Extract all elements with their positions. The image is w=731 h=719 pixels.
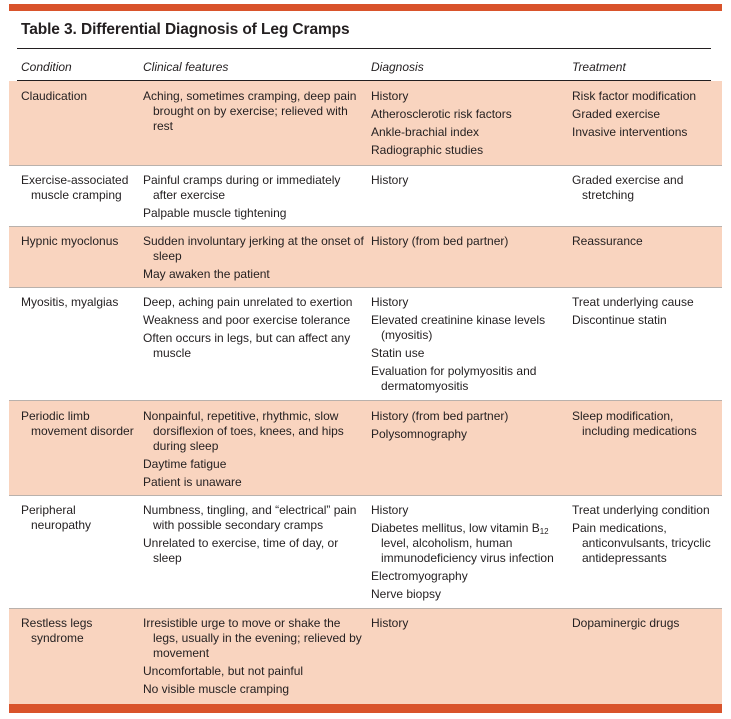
diagnosis-cell: History (from bed partner) Polysomnography	[371, 409, 509, 441]
condition-cell: Myositis, myalgias	[21, 295, 119, 309]
condition-cell: Periodic limb movement disorder	[21, 409, 134, 438]
top-accent-bar	[9, 4, 722, 11]
clinical-features-cell: Painful cramps during or immediately after exercise Palpable muscle tightening	[143, 173, 341, 220]
condition-cell: Claudication	[21, 89, 88, 103]
table-row	[9, 401, 722, 495]
table-row	[9, 609, 722, 704]
diagnosis-cell: History Atherosclerotic risk factors Ankle-brachial index Radiographic studies	[371, 89, 512, 157]
treatment-cell: Risk factor modification Graded exercise Invasive interventions	[572, 89, 697, 139]
treatment-cell: Dopaminergic drugs	[572, 616, 680, 630]
header-condition: Condition	[21, 60, 72, 74]
condition-cell: Restless legs syndrome	[21, 616, 93, 645]
bottom-accent-bar	[9, 704, 722, 713]
condition-cell: Hypnic myoclonus	[21, 234, 119, 248]
title-divider	[17, 48, 711, 49]
diagnosis-cell: History	[371, 616, 409, 630]
clinical-features-cell: Deep, aching pain unrelated to exertion Weakness and poor exercise tolerance Often occurs in legs, but can affect any muscle	[143, 295, 353, 360]
clinical-features-cell: Numbness, tingling, and “electrical” pain with possible secondary cramps Unrelated to exercise, time of day, or sleep	[143, 503, 357, 565]
table-row	[9, 288, 722, 400]
condition-cell: Peripheral neuropathy	[21, 503, 92, 532]
header-clinical-features: Clinical features	[143, 60, 229, 74]
treatment-cell: Treat underlying condition Pain medications, anticonvulsants, tricyclic antidepressants	[572, 503, 711, 565]
header-diagnosis: Diagnosis	[371, 60, 424, 74]
table-row	[9, 227, 722, 287]
clinical-features-cell: Irresistible urge to move or shake the legs, usually in the evening; relieved by movement Uncomfortable, but not painful No visible muscle cramping	[143, 616, 362, 696]
differential-diagnosis-table	[9, 4, 722, 713]
diagnosis-cell: History (from bed partner)	[371, 234, 509, 248]
condition-cell: Exercise-associated muscle cramping	[21, 173, 129, 202]
clinical-features-cell: Sudden involuntary jerking at the onset of sleep May awaken the patient	[143, 234, 364, 281]
diagnosis-cell: History	[371, 173, 409, 187]
treatment-cell: Treat underlying cause Discontinue statin	[572, 295, 694, 327]
diagnosis-cell: History Diabetes mellitus, low vitamin $B_{12}$ level, alcoholism, human immunodeficiency virus infection Electromyography Nerve biopsy	[371, 503, 554, 601]
clinical-features-cell: Aching, sometimes cramping, deep pain brought on by exercise; relieved with rest	[143, 89, 357, 133]
header-treatment: Treatment	[572, 60, 626, 74]
table-row	[9, 496, 722, 608]
clinical-features-cell: Nonpainful, repetitive, rhythmic, slow dorsiflexion of toes, knees, and hips during sleep Daytime fatigue Patient is unaware	[143, 409, 344, 489]
treatment-cell: Reassurance	[572, 234, 643, 248]
diagnosis-cell: History Elevated creatinine kinase levels (myositis) Statin use Evaluation for polymyositis and dermatomyositis	[371, 295, 546, 393]
table-row	[9, 166, 722, 226]
table-title: Table 3. Differential Diagnosis of Leg Cramps	[21, 21, 350, 38]
treatment-cell: Sleep modification, including medications	[572, 409, 697, 438]
treatment-cell: Graded exercise and stretching	[572, 173, 684, 202]
table-row	[9, 81, 722, 165]
